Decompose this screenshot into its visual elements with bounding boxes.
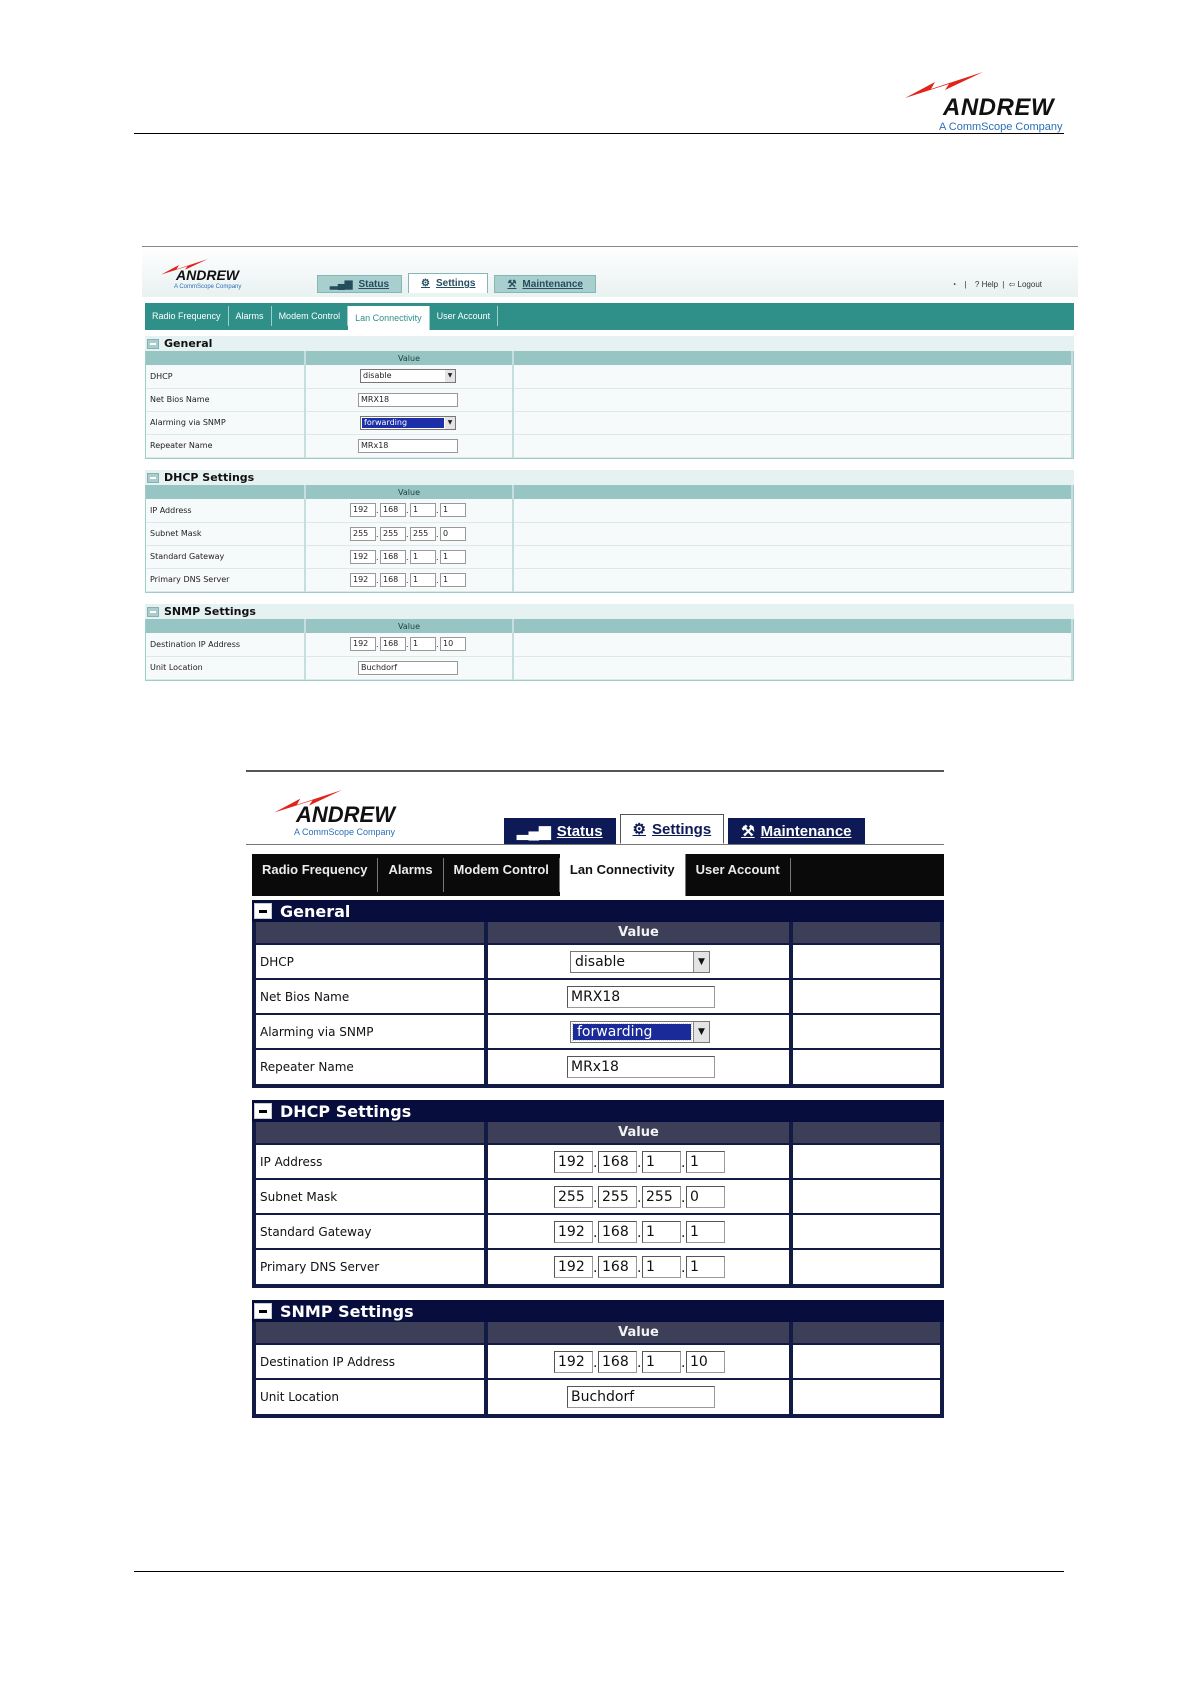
help-link[interactable]: Help [981, 280, 999, 289]
field-label: Repeater Name [146, 434, 305, 457]
refresh-icon[interactable]: ◔ [951, 280, 957, 289]
general-section [145, 336, 1074, 459]
table-row: Subnet Mask 255 . 255 . 255 . 0 [256, 1179, 942, 1214]
utility-links: ◔ | ? Help | ⇦ Logout [951, 280, 1042, 289]
section-title: General [164, 337, 213, 350]
tab-settings[interactable]: ⚙ Settings [408, 273, 488, 293]
field-label: IP Address [146, 499, 305, 522]
screenshot-small [142, 246, 1078, 681]
app-logo-brand: ANDREW [296, 802, 395, 827]
field-label: DHCP [146, 365, 305, 388]
dest-ip-octet-4[interactable]: 10 [440, 637, 466, 651]
gateway-octet-4[interactable]: 1 [686, 1221, 725, 1243]
andrew-logo [905, 72, 1065, 134]
subtab-modem-control[interactable]: Modem Control [444, 858, 560, 892]
field-label: Net Bios Name [256, 979, 486, 1014]
chevron-down-icon[interactable]: ▼ [693, 1022, 709, 1042]
ip-octet-3[interactable]: 1 [410, 503, 436, 517]
gateway-octet-3[interactable]: 1 [410, 550, 436, 564]
dhcp-select[interactable]: disable ▼ [570, 951, 710, 973]
subtab-modem-control[interactable]: Modem Control [272, 306, 349, 326]
header-rule [134, 133, 1064, 134]
table-row: IP Address 192 . 168 . 1 . 1 [146, 499, 1072, 522]
table-row [146, 411, 1072, 434]
field-label: DHCP [256, 944, 486, 979]
dest-ip-octet-2[interactable]: 168 [380, 637, 406, 651]
table-row: Destination IP Address 192 . 168 . 1 . 10 [256, 1344, 942, 1379]
table-row [146, 434, 1072, 457]
snmp-settings-section [252, 1300, 944, 1418]
gateway-octet-1[interactable]: 192 [554, 1221, 593, 1243]
dhcp-settings-section [145, 470, 1074, 593]
table-row [256, 1049, 942, 1084]
snmp-alarming-select[interactable]: forwarding ▼ [360, 416, 456, 430]
snmp-alarming-select[interactable]: forwarding ▼ [570, 1021, 710, 1043]
collapse-icon[interactable] [147, 473, 159, 483]
section-title: SNMP Settings [164, 605, 256, 618]
tab-maintenance[interactable]: ⚒ Maintenance [728, 818, 864, 844]
app-logo-tagline: A CommScope Company [174, 284, 242, 290]
section-title: SNMP Settings [280, 1301, 414, 1321]
collapse-icon[interactable] [254, 1303, 272, 1319]
dns-octet-3[interactable]: 1 [410, 573, 436, 587]
tab-settings[interactable]: ⚙ Settings [620, 814, 725, 844]
repeater-name-input[interactable]: MRx18 [358, 439, 458, 453]
logout-icon: ⇦ [1008, 280, 1016, 289]
table-row: Standard Gateway 192 . 168 . 1 . 1 [146, 545, 1072, 568]
logo-brand: ANDREW [943, 94, 1054, 121]
field-label: Destination IP Address [256, 1344, 486, 1379]
table-row: Primary DNS Server 192 . 168 . 1 . 1 [256, 1249, 942, 1284]
subtab-user-account[interactable]: User Account [430, 306, 499, 326]
dns-octet-4[interactable]: 1 [440, 573, 466, 587]
value-column-header: Value [486, 1322, 791, 1344]
ip-octet-1[interactable]: 192 [554, 1151, 593, 1173]
table-row: IP Address 192 . 168 . 1 . 1 [256, 1144, 942, 1179]
repeater-name-input[interactable]: MRx18 [567, 1056, 715, 1078]
logo-tagline: A CommScope Company [939, 121, 1063, 133]
ip-octet-4[interactable]: 1 [440, 503, 466, 517]
dns-octet-3[interactable]: 1 [642, 1256, 681, 1278]
dns-octet-4[interactable]: 1 [686, 1256, 725, 1278]
dhcp-settings-section [252, 1100, 944, 1288]
subtab-alarms[interactable]: Alarms [378, 858, 443, 892]
chevron-down-icon[interactable]: ▼ [445, 417, 455, 429]
table-row [146, 365, 1072, 388]
gear-icon: ⚙ [632, 821, 646, 838]
table-row [256, 1014, 942, 1049]
general-header[interactable] [145, 336, 1074, 351]
table-row: Standard Gateway 192 . 168 . 1 . 1 [256, 1214, 942, 1249]
dns-octet-1[interactable]: 192 [554, 1256, 593, 1278]
ip-octet-2[interactable]: 168 [598, 1151, 637, 1173]
table-row [256, 944, 942, 979]
snmp-settings-header[interactable] [145, 604, 1074, 619]
collapse-icon[interactable] [147, 607, 159, 617]
subtab-lan-connectivity[interactable]: Lan Connectivity [348, 306, 430, 330]
field-label: Unit Location [146, 656, 305, 679]
unit-location-input[interactable]: Buchdorf [358, 661, 458, 675]
app-logo [160, 259, 260, 291]
field-label: Standard Gateway [146, 545, 305, 568]
section-title: General [280, 901, 351, 921]
field-label: Destination IP Address [146, 633, 305, 656]
table-row: Primary DNS Server 192 . 168 . 1 . 1 [146, 568, 1072, 591]
mask-octet-4[interactable]: 0 [686, 1186, 725, 1208]
gateway-octet-1[interactable]: 192 [350, 550, 376, 564]
gear-icon: ⚙ [421, 278, 430, 289]
app-header [246, 772, 944, 845]
field-label: Primary DNS Server [146, 568, 305, 591]
app-logo [274, 790, 414, 840]
subtab-lan-connectivity[interactable]: Lan Connectivity [560, 854, 686, 896]
general-section [252, 900, 944, 1088]
value-column-header: Value [305, 485, 513, 499]
dest-ip-octet-3[interactable]: 1 [410, 637, 436, 651]
sub-nav [145, 303, 1074, 330]
main-nav [504, 818, 869, 844]
snmp-settings-header[interactable] [252, 1300, 944, 1322]
mask-octet-1[interactable]: 255 [350, 527, 376, 541]
chevron-down-icon[interactable]: ▼ [693, 952, 709, 972]
dns-octet-1[interactable]: 192 [350, 573, 376, 587]
table-row [256, 979, 942, 1014]
collapse-icon[interactable] [254, 903, 272, 919]
app-header [142, 247, 1078, 297]
field-label: Repeater Name [256, 1049, 486, 1084]
dest-ip-octet-1[interactable]: 192 [554, 1351, 593, 1373]
mask-octet-3[interactable]: 255 [642, 1186, 681, 1208]
ip-octet-3[interactable]: 1 [642, 1151, 681, 1173]
table-row [146, 388, 1072, 411]
field-label: Subnet Mask [256, 1179, 486, 1214]
section-title: DHCP Settings [164, 471, 255, 484]
net-bios-name-input[interactable]: MRX18 [358, 393, 458, 407]
tab-status[interactable]: ▂▄▆ Status [317, 275, 402, 293]
ip-octet-4[interactable]: 1 [686, 1151, 725, 1173]
mask-octet-3[interactable]: 255 [410, 527, 436, 541]
tab-status[interactable]: ▂▄▆ Status [504, 818, 616, 844]
ip-octet-1[interactable]: 192 [350, 503, 376, 517]
table-row [146, 656, 1072, 679]
dest-ip-octet-4[interactable]: 10 [686, 1351, 725, 1373]
table-row: Destination IP Address 192 . 168 . 1 . 10 [146, 633, 1072, 656]
dns-octet-2[interactable]: 168 [598, 1256, 637, 1278]
subtab-user-account[interactable]: User Account [686, 858, 791, 892]
mask-octet-1[interactable]: 255 [554, 1186, 593, 1208]
snmp-settings-section [145, 604, 1074, 681]
field-label: Standard Gateway [256, 1214, 486, 1249]
general-header[interactable] [252, 900, 944, 922]
section-title: DHCP Settings [280, 1101, 412, 1121]
ip-octet-2[interactable]: 168 [380, 503, 406, 517]
main-nav [317, 275, 602, 293]
dns-octet-2[interactable]: 168 [380, 573, 406, 587]
gateway-octet-2[interactable]: 168 [598, 1221, 637, 1243]
gateway-octet-2[interactable]: 168 [380, 550, 406, 564]
mask-octet-4[interactable]: 0 [440, 527, 466, 541]
footer-rule [134, 1571, 1064, 1572]
screenshot-large [246, 770, 944, 1418]
field-label: IP Address [256, 1144, 486, 1179]
bar-chart-icon: ▂▄▆ [517, 823, 551, 840]
sub-nav [252, 854, 944, 896]
value-column-header: Value [305, 351, 513, 365]
subtab-alarms[interactable]: Alarms [229, 306, 272, 326]
table-row: Subnet Mask 255 . 255 . 255 . 0 [146, 522, 1072, 545]
field-label: Net Bios Name [146, 388, 305, 411]
field-label: Unit Location [256, 1379, 486, 1414]
field-label: Alarming via SNMP [256, 1014, 486, 1049]
subtab-radio-frequency[interactable]: Radio Frequency [145, 306, 229, 326]
net-bios-name-input[interactable]: MRX18 [567, 986, 715, 1008]
dhcp-select[interactable]: disable ▼ [360, 369, 456, 383]
dest-ip-octet-2[interactable]: 168 [598, 1351, 637, 1373]
unit-location-input[interactable]: Buchdorf [567, 1386, 715, 1408]
tools-icon: ⚒ [507, 278, 517, 290]
table-row [256, 1379, 942, 1414]
subtab-radio-frequency[interactable]: Radio Frequency [252, 858, 378, 892]
logout-link[interactable]: Logout [1017, 280, 1042, 289]
dest-ip-octet-3[interactable]: 1 [642, 1351, 681, 1373]
dest-ip-octet-1[interactable]: 192 [350, 637, 376, 651]
value-column-header: Value [305, 619, 513, 633]
dhcp-settings-header[interactable] [145, 470, 1074, 485]
collapse-icon[interactable] [254, 1103, 272, 1119]
mask-octet-2[interactable]: 255 [380, 527, 406, 541]
tab-maintenance[interactable]: ⚒ Maintenance [494, 275, 596, 293]
value-column-header: Value [486, 1122, 791, 1144]
mask-octet-2[interactable]: 255 [598, 1186, 637, 1208]
field-label: Subnet Mask [146, 522, 305, 545]
field-label: Primary DNS Server [256, 1249, 486, 1284]
app-logo-brand: ANDREW [176, 267, 239, 283]
tools-icon: ⚒ [741, 823, 755, 840]
chevron-down-icon[interactable]: ▼ [445, 370, 455, 382]
gateway-octet-3[interactable]: 1 [642, 1221, 681, 1243]
field-label: Alarming via SNMP [146, 411, 305, 434]
bar-chart-icon: ▂▄▆ [330, 278, 353, 290]
help-icon: ? [974, 280, 980, 289]
collapse-icon[interactable] [147, 339, 159, 349]
app-logo-tagline: A CommScope Company [294, 827, 396, 837]
gateway-octet-4[interactable]: 1 [440, 550, 466, 564]
dhcp-settings-header[interactable] [252, 1100, 944, 1122]
value-column-header: Value [486, 922, 791, 944]
